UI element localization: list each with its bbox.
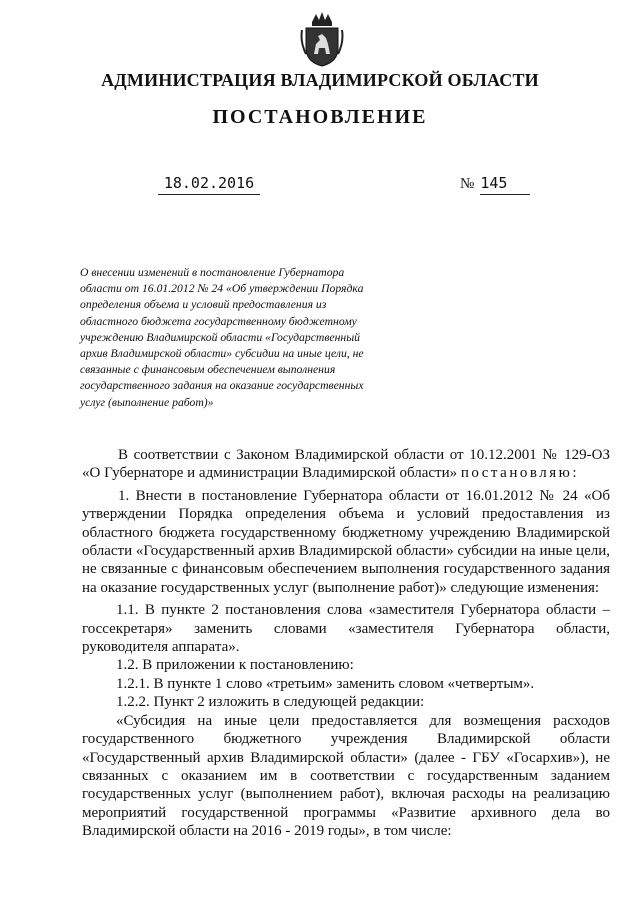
intro-text: В соответствии с Законом Владимирской области от 10.12.2001 № 129-ОЗ «О Губернаторе и администрации Владимирской области» (82, 447, 610, 482)
coat-of-arms-icon (300, 10, 344, 68)
decree-word: постановляю: (460, 465, 579, 482)
document-type: ПОСТАНОВЛЕНИЕ (212, 106, 428, 128)
intro-paragraph (82, 446, 610, 483)
document-number: 145 (480, 174, 530, 195)
document-number-block (460, 174, 530, 195)
document-body (82, 446, 610, 841)
paragraph-1: 1. Внести в постановление Губернатора области от 16.01.2012 № 24 «Об утверждении Порядка определения объема и условий предоставления из областного бюджета государственному бюджетному учреждению Владимирской области «Государственный архив Владимирской области» субсидии на иные цели, не связанные с финансовым обеспечением выполнения государственного задания на оказание государственных услуг (выполнение работ)» следующие изменения: (82, 487, 610, 596)
paragraph-1-2: 1.2. В приложении к постановлению: (116, 657, 354, 674)
quoted-paragraph: «Субсидия на иные цели предоставляется для возмещения расходов государственного бюджетного учреждения Владимирской области «Государственный архив Владимирской области» (далее - ГБУ «Госархив»), не связанных с оказанием им в соответствии с государственным заданием государственных услуг (выполнением работ), включая расходы на реализацию мероприятий государственной программы «Развитие архивного дела во Владимирской области на 2016 - 2019 годы», в том числе: (82, 712, 610, 840)
paragraph-1-1: 1.1. В пункте 2 постановления слова «заместителя Губернатора области – госсекретаря» заменить словами «заместителя Губернатора области, руководителя аппарата». (82, 602, 610, 656)
paragraph-1-2-1: 1.2.1. В пункте 1 слово «третьим» заменить словом «четвертым». (116, 675, 535, 692)
document-date: 18.02.2016 (158, 174, 260, 195)
organization-name: АДМИНИСТРАЦИЯ ВЛАДИМИРСКОЙ ОБЛАСТИ (101, 70, 539, 90)
number-sign: № (460, 176, 475, 192)
document-subject: О внесении изменений в постановление Губернатора области от 16.01.2012 № 24 «Об утверждении Порядка определения объема и условий предоставления из областного бюджета государственному бюджетному учреждению Владимирской области «Государственный архив Владимирской области» субсидии на иные цели, не связанные с финансовым обеспечением выполнения государственного задания на оказание государственных услуг (выполнение работ)» (80, 266, 364, 409)
paragraph-1-2-2: 1.2.2. Пункт 2 изложить в следующей редакции: (116, 694, 425, 711)
